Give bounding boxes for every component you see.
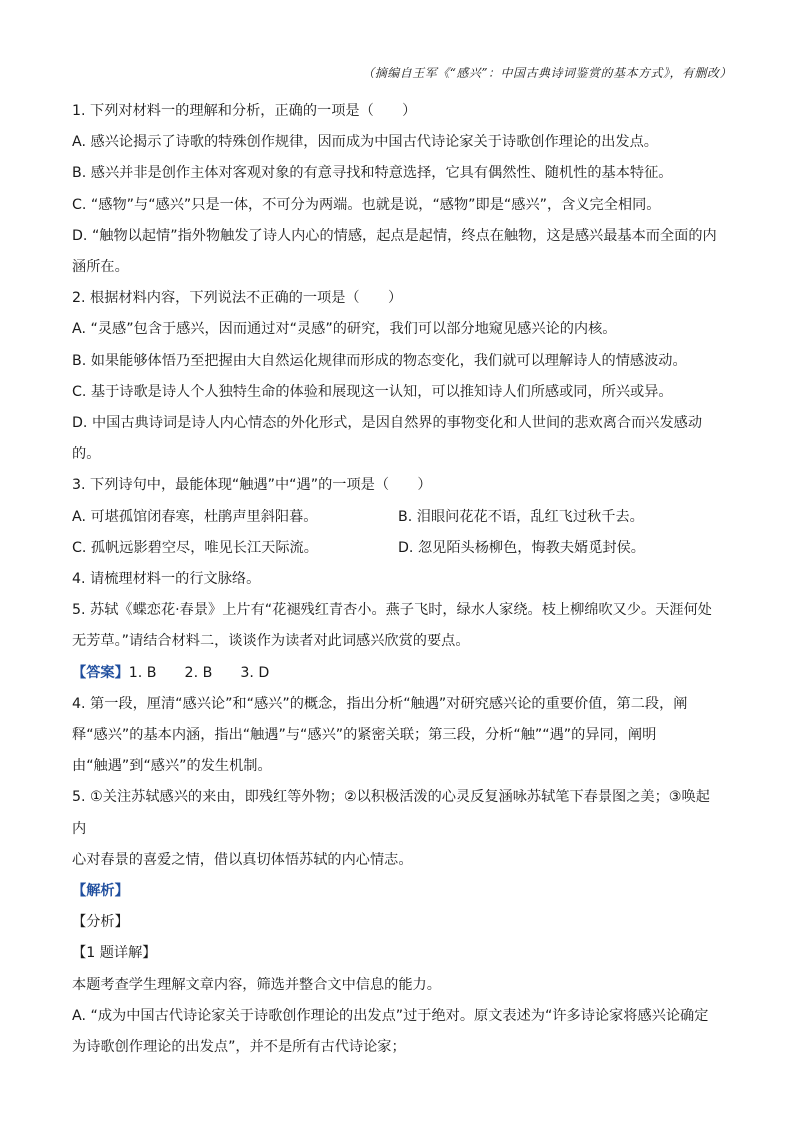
document-body [72, 96, 724, 1063]
question-2-option-a: A. “灵感”包含于感兴，因而通过对“灵感”的研究，我们可以部分地窥见感兴论的内核。 [72, 321, 617, 338]
question-1-option-d-cont: 涵所在。 [72, 259, 129, 276]
answer-4-line-1: 4. 第一段，厘清“感兴论”和“感兴”的概念，指出分析“触遇”对研究感兴论的重要价值，第二段，阐 [72, 695, 688, 712]
detail-1-option-a: A. “成为中国古代诗论家关于诗歌创作理论的出发点”过于绝对。原文表述为“许多诗论家将感兴论确定 [72, 1007, 709, 1024]
question-2-option-d-cont: 的。 [72, 446, 101, 463]
answer-5-line-2: 心对春景的喜爱之情，借以真切体悟苏轼的内心情志。 [72, 851, 413, 868]
question-1-stem: 1. 下列对材料一的理解和分析，正确的一项是（ ） [72, 103, 417, 119]
question-3-option-d: D. 忽见陌头杨柳色，悔教夫婿觅封侯。 [398, 539, 645, 556]
question-3-option-a: A. 可堪孤馆闭春寒，杜鹃声里斜阳暮。 [72, 508, 318, 525]
question-3-options-row-2 [72, 533, 724, 564]
answer-4-line-2: 释“感兴”的基本内涵，指出“触遇”与“感兴”的紧密关联；第三段，分析“触”“遇”的异同，阐明 [72, 727, 657, 744]
question-1-option-d: D. “触物以起情”指外物触发了诗人内心的情感，起点是起情，终点在触物，这是感兴最基本而全面的内 [72, 227, 717, 244]
question-5-stem: 5. 苏轼《蝶恋花·春景》上片有“花褪残红青杏小。燕子飞时，绿水人家绕。枝上柳绵吹又少。天涯何处 [72, 602, 712, 619]
question-1-option-a: A. 感兴论揭示了诗歌的特殊创作规律，因而成为中国古代诗论家关于诗歌创作理论的出发点。 [72, 134, 658, 151]
analysis-label [72, 876, 724, 907]
question-3-options-row-1 [72, 502, 724, 533]
answer-5-line-1: 5. ①关注苏轼感兴的来由，即残红等外物；②以积极活泼的心灵反复涵咏苏轼笔下春景图之美；③唤起内 [72, 789, 710, 837]
question-5-stem-cont: 无芳草。”请结合材料二，谈谈作为读者对此词感兴欣赏的要点。 [72, 633, 470, 650]
question-3-stem: 3. 下列诗句中，最能体现“触遇”中“遇”的一项是（ ） [72, 477, 432, 494]
question-1-option-c: C. “感物”与“感兴”只是一体，不可分为两端。也就是说，“感物”即是“感兴”，含义完全相同。 [72, 196, 661, 213]
answer-label: 【答案】 [72, 664, 129, 681]
answer-2: 2. B [184, 664, 213, 681]
question-2-option-c: C. 基于诗歌是诗人个人独特生命的体验和展现这一认知，可以推知诗人们所感或同，所兴或异。 [72, 383, 673, 400]
question-2-option-d: D. 中国古典诗词是诗人内心情态的外化形式，是因自然界的事物变化和人世间的悲欢离合而兴发感动 [72, 415, 703, 432]
question-3-option-b: B. 泪眼问花花不语，乱红飞过秋千去。 [398, 508, 644, 525]
question-2-stem: 2. 根据材料内容，下列说法不正确的一项是（ ） [72, 290, 403, 307]
answer-3: 3. D [240, 664, 270, 681]
answer-line [72, 658, 724, 689]
answer-4-line-3: 由“触遇”到“感兴”的发生机制。 [72, 758, 272, 775]
detail-1-option-a-cont: 为诗歌创作理论的出发点”，并不是所有古代诗论家； [72, 1039, 406, 1056]
question-2-option-b: B. 如果能够体悟乃至把握由大自然运化规律而形成的物态变化，我们就可以理解诗人的情感波动。 [72, 352, 687, 369]
question-4-stem: 4. 请梳理材料一的行文脉络。 [72, 571, 261, 588]
answer-1: 1. B [128, 664, 157, 681]
question-3-option-c: C. 孤帆远影碧空尽，唯见长江天际流。 [72, 539, 318, 556]
analysis-label-text: 【解析】 [72, 883, 129, 900]
detail-1-intro: 本题考查学生理解文章内容，筛选并整合文中信息的能力。 [72, 976, 441, 993]
analysis-subheading: 【分析】 [72, 914, 129, 931]
source-citation: （摘编自王军《“感兴”：中国古典诗词鉴赏的基本方式》，有删改） [362, 66, 732, 80]
question-1-option-b: B. 感兴并非是创作主体对客观对象的有意寻找和特意选择，它具有偶然性、随机性的基本特征。 [72, 165, 673, 182]
detail-1-heading: 【1 题详解】 [72, 945, 157, 962]
